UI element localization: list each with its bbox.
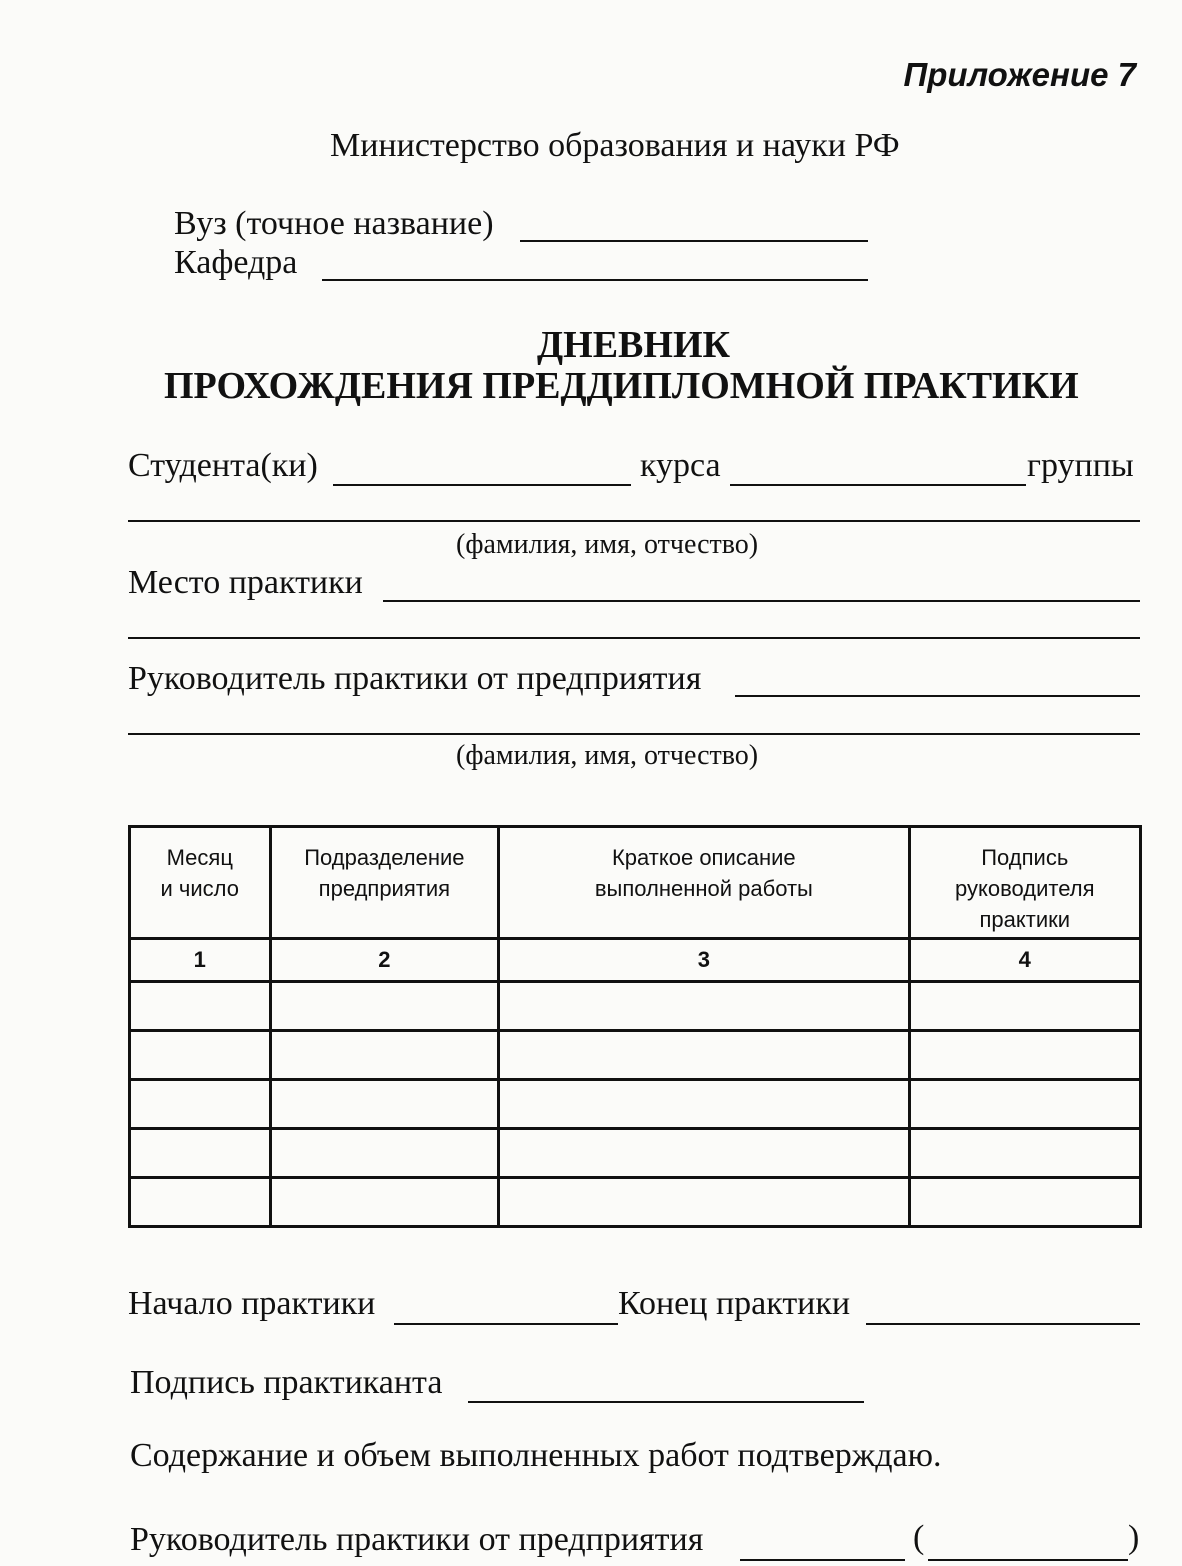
- vuz-field[interactable]: [520, 240, 868, 242]
- end-label: Конец практики: [618, 1285, 851, 1322]
- column-header-text: Подпись руководителя практики: [955, 845, 1095, 932]
- column-number: 1: [130, 939, 271, 982]
- supervisor-field[interactable]: [735, 695, 1140, 697]
- table-row: [130, 1129, 1141, 1178]
- column-header: [499, 827, 909, 939]
- doc-title-line2: ПРОХОЖДЕНИЯ ПРЕДДИПЛОМНОЙ ПРАКТИКИ: [164, 365, 1079, 407]
- table-cell[interactable]: [130, 982, 271, 1031]
- table-cell[interactable]: [499, 1129, 909, 1178]
- table-cell[interactable]: [499, 1031, 909, 1080]
- table-cell[interactable]: [909, 1080, 1140, 1129]
- diary-table: [128, 825, 1142, 1228]
- column-header-text: Подразделение предприятия: [304, 845, 465, 901]
- trainee-sign-field[interactable]: [468, 1401, 864, 1403]
- column-header-text: Краткое описание выполненной работы: [594, 845, 813, 901]
- table-cell[interactable]: [270, 1129, 499, 1178]
- place-field[interactable]: [383, 600, 1140, 602]
- table-row: [130, 1178, 1141, 1227]
- course-label: курса: [640, 447, 721, 484]
- supervisor-name-field[interactable]: [928, 1559, 1128, 1561]
- doc-title-line1: ДНЕВНИК: [537, 324, 731, 366]
- table-header-row: [130, 827, 1141, 939]
- supervisor-sign-label: Руководитель практики от предприятия: [130, 1521, 704, 1558]
- confirm-text: Содержание и объем выполненных работ подтверждаю.: [130, 1437, 942, 1474]
- student-field[interactable]: [333, 484, 631, 486]
- student-label: Студента(ки): [128, 447, 318, 484]
- column-header: [270, 827, 499, 939]
- column-number: 4: [909, 939, 1140, 982]
- table-cell[interactable]: [270, 1080, 499, 1129]
- column-number: 3: [499, 939, 909, 982]
- table-cell[interactable]: [499, 982, 909, 1031]
- appendix-label: Приложение 7: [903, 56, 1136, 93]
- table-cell[interactable]: [909, 1031, 1140, 1080]
- table-row: [130, 1080, 1141, 1129]
- group-label: группы: [1027, 447, 1134, 484]
- start-label: Начало практики: [128, 1285, 376, 1322]
- supervisor-fio-field[interactable]: [128, 733, 1140, 735]
- table-cell[interactable]: [270, 982, 499, 1031]
- end-date-field[interactable]: [866, 1323, 1140, 1325]
- supervisor-label: Руководитель практики от предприятия: [128, 660, 702, 697]
- vuz-label: Вуз (точное название): [174, 205, 494, 242]
- fio-caption: (фамилия, имя, отчество): [456, 529, 759, 560]
- table-cell[interactable]: [499, 1178, 909, 1227]
- trainee-sign-label: Подпись практиканта: [130, 1364, 443, 1401]
- table-cell[interactable]: [909, 1129, 1140, 1178]
- table-cell[interactable]: [270, 1031, 499, 1080]
- ministry-name: Министерство образования и науки РФ: [330, 127, 900, 164]
- table-cell[interactable]: [130, 1178, 271, 1227]
- supervisor-sign-field[interactable]: [740, 1559, 905, 1561]
- column-number-row: [130, 939, 1141, 982]
- bracket-close: ): [1128, 1519, 1140, 1556]
- table-cell[interactable]: [270, 1178, 499, 1227]
- table-cell[interactable]: [130, 1080, 271, 1129]
- place-field-continued[interactable]: [128, 637, 1140, 639]
- table-cell[interactable]: [909, 1178, 1140, 1227]
- table-cell[interactable]: [130, 1031, 271, 1080]
- column-header: [130, 827, 271, 939]
- table-cell[interactable]: [499, 1080, 909, 1129]
- bracket-open: (: [913, 1519, 925, 1556]
- column-header: [909, 827, 1140, 939]
- student-fio-field[interactable]: [128, 520, 1140, 522]
- fio-caption: (фамилия, имя, отчество): [456, 740, 759, 771]
- column-number: 2: [270, 939, 499, 982]
- start-date-field[interactable]: [394, 1323, 618, 1325]
- table-cell[interactable]: [130, 1129, 271, 1178]
- place-label: Место практики: [128, 564, 363, 601]
- column-header-text: Месяц и число: [160, 845, 240, 901]
- course-field[interactable]: [730, 484, 1026, 486]
- kafedra-label: Кафедра: [174, 244, 298, 281]
- table-row: [130, 1031, 1141, 1080]
- kafedra-field[interactable]: [322, 279, 868, 281]
- table-cell[interactable]: [909, 982, 1140, 1031]
- table-row: [130, 982, 1141, 1031]
